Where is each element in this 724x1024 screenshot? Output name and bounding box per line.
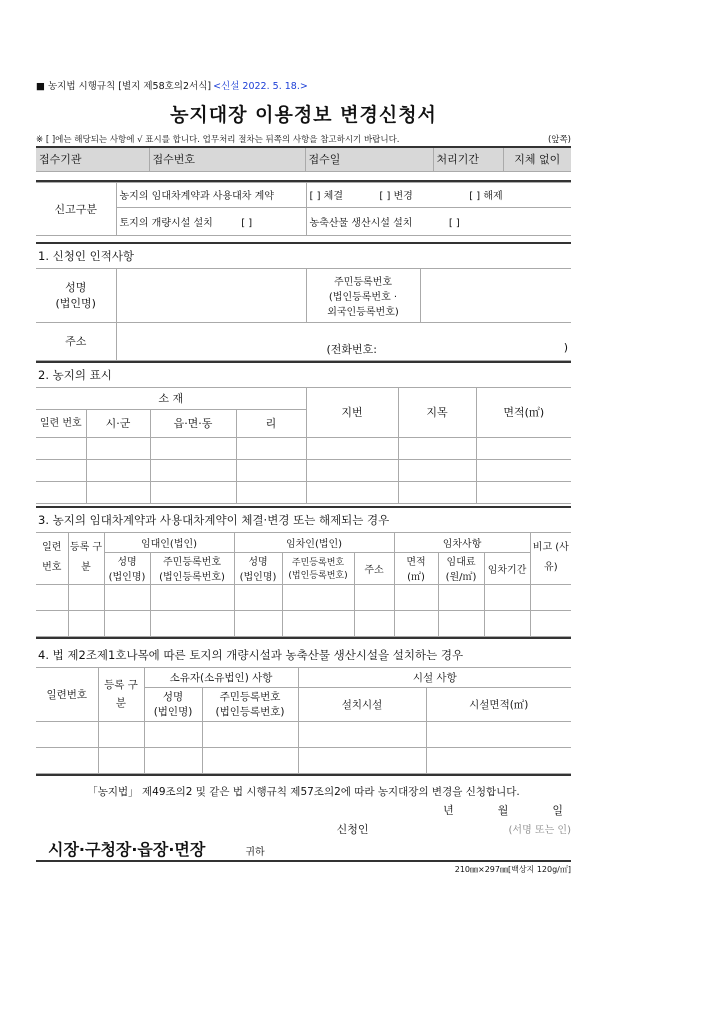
lease-reg-label: 등록 구분 — [68, 532, 104, 584]
change-checkbox[interactable]: [ ] 변경 — [379, 191, 413, 202]
remark-label: 비고 (사유) — [530, 532, 571, 584]
lessee-id-label: 주민등록번호 (법인등록번호) — [282, 552, 354, 584]
instruction-notice: ※ [ ]에는 해당되는 사항에 √ 표시를 합니다. 업무처리 절차는 뒤쪽의 사항을 참고하시기 바랍니다. — [36, 135, 400, 145]
rule-prefix: ■ 농지법 시행규칙 [별지 제58호의2서식] — [36, 81, 212, 92]
category-label: 지목 — [398, 387, 476, 437]
applicant-sign-row — [36, 820, 571, 838]
applicant-table — [36, 268, 571, 361]
section3-title: 3. 농지의 임대차계약과 사용대차계약이 체결·변경 또는 해제되는 경우 — [38, 512, 390, 527]
lease-row[interactable] — [36, 584, 571, 610]
recipient-suffix: 귀하 — [245, 846, 265, 858]
processing-period-label: 처리기간 — [433, 147, 503, 171]
applicant-address-field[interactable] — [116, 322, 571, 360]
section2-title: 2. 농지의 표시 — [38, 367, 112, 382]
land-improve-checkbox[interactable]: [ ] — [241, 217, 253, 229]
lease-terms-label: 임차사항 — [394, 532, 530, 552]
application-form — [36, 78, 571, 875]
applicant-label: 신청인 — [336, 822, 369, 836]
section4-title: 4. 법 제2조제1호나목에 따른 토지의 개량시설과 농축산물 생산시설을 설치하는 경우 — [38, 647, 464, 662]
notice-row — [36, 132, 571, 146]
processing-period-value: 지체 없이 — [503, 147, 571, 171]
paper-spec: 210㎜×297㎜[백상지 120g/㎡] — [454, 864, 571, 874]
lease-serial-label: 일련 번호 — [36, 532, 68, 584]
lessee-address-label: 주소 — [354, 552, 394, 584]
town-label: 읍·면·동 — [150, 409, 236, 437]
recipient-title: 시장·구청장·읍장·면장 — [48, 839, 206, 859]
id-label-cell — [306, 268, 420, 322]
signature-field[interactable]: (서명 또는 인) — [508, 825, 571, 836]
facility-label: 농축산물 생산시설 설치 — [309, 217, 413, 229]
declaration: 「농지법」 제49조의2 및 같은 법 시행규칙 제57조의2에 따라 농지대장의 변경을 신청합니다. — [87, 785, 520, 798]
lessor-id-label: 주민등록번호 (법인등록번호) — [150, 552, 234, 584]
rent-label: 임대료 (원/㎡) — [438, 552, 484, 584]
recipient-row — [36, 838, 571, 862]
cancel-checkbox[interactable]: [ ] 해제 — [469, 191, 503, 202]
report-type-label: 신고구분 — [36, 182, 116, 235]
name-label-cell — [36, 268, 116, 322]
id-label-3: 외국인등록번호) — [327, 306, 399, 318]
name-label: 성명 — [65, 281, 87, 294]
name-sub-label: (법인명) — [55, 297, 96, 310]
location-label: 소 재 — [36, 387, 306, 409]
receipt-table — [36, 146, 571, 172]
section1-title: 1. 신청인 인적사항 — [38, 248, 135, 263]
facility-row[interactable] — [36, 747, 571, 773]
applicant-id-field[interactable] — [420, 268, 571, 322]
applicant-name-field[interactable] — [116, 268, 306, 322]
installed-facility-label: 설치시설 — [298, 687, 426, 721]
serial-label: 일련 번호 — [36, 409, 86, 437]
lessee-name-label: 성명 (법인명) — [234, 552, 282, 584]
city-label: 시·군 — [86, 409, 150, 437]
page-side: (앞쪽) — [547, 135, 571, 145]
farmland-row[interactable] — [36, 481, 571, 503]
lease-area-label: 면적 (㎡) — [394, 552, 438, 584]
facility-cell — [306, 207, 571, 235]
owner-id-label: 주민등록번호 (법인등록번호) — [202, 687, 298, 721]
facility-info-label: 시설 사항 — [298, 667, 571, 687]
facility-reg-label: 등록 구분 — [98, 667, 144, 721]
lessor-label: 임대인(법인) — [104, 532, 234, 552]
lessee-label: 임차인(법인) — [234, 532, 394, 552]
land-improve-cell — [116, 207, 306, 235]
lease-options — [306, 182, 571, 207]
facility-table — [36, 667, 571, 774]
id-label-2: (법인등록번호 · — [328, 291, 398, 303]
lease-contract-label: 농지의 임대차계약과 사용대차 계약 — [116, 182, 306, 207]
report-type-table — [36, 182, 571, 236]
receipt-agency-label: 접수기관 — [36, 147, 149, 171]
owner-label: 소유자(소유법인) 사항 — [144, 667, 298, 687]
id-label-1: 주민등록번호 — [334, 276, 392, 288]
owner-name-label: 성명 (법인명) — [144, 687, 202, 721]
village-label: 리 — [236, 409, 306, 437]
form-reference — [36, 78, 571, 92]
receipt-number-label: 접수번호 — [149, 147, 305, 171]
lot-label: 지번 — [306, 387, 398, 437]
facility-area-label: 시설면적(㎡) — [426, 687, 571, 721]
facility-serial-label: 일련번호 — [36, 667, 98, 721]
form-title: 농지대장 이용정보 변경신청서 — [170, 104, 437, 126]
month-label: 월 — [497, 803, 509, 817]
phone-close: ) — [563, 340, 568, 354]
lease-row[interactable] — [36, 610, 571, 636]
facility-checkbox[interactable]: [ ] — [448, 217, 460, 229]
area-label: 면적(㎡) — [476, 387, 571, 437]
lease-table — [36, 532, 571, 637]
facility-row[interactable] — [36, 721, 571, 747]
date-row — [36, 800, 571, 820]
farmland-table — [36, 387, 571, 504]
farmland-row[interactable] — [36, 437, 571, 459]
address-label: 주소 — [36, 322, 116, 360]
receipt-date-label: 접수일 — [305, 147, 433, 171]
phone-label: (전화번호: — [326, 342, 378, 356]
day-label: 일 — [552, 803, 563, 817]
year-label: 년 — [443, 803, 454, 817]
land-improve-label: 토지의 개량시설 설치 — [119, 217, 213, 229]
rule-new-date: <신설 2022. 5. 18.> — [213, 81, 308, 92]
conclude-checkbox[interactable]: [ ] 체결 — [309, 191, 343, 202]
farmland-row[interactable] — [36, 459, 571, 481]
lessor-name-label: 성명 (법인명) — [104, 552, 150, 584]
term-label: 임차기간 — [484, 552, 530, 584]
